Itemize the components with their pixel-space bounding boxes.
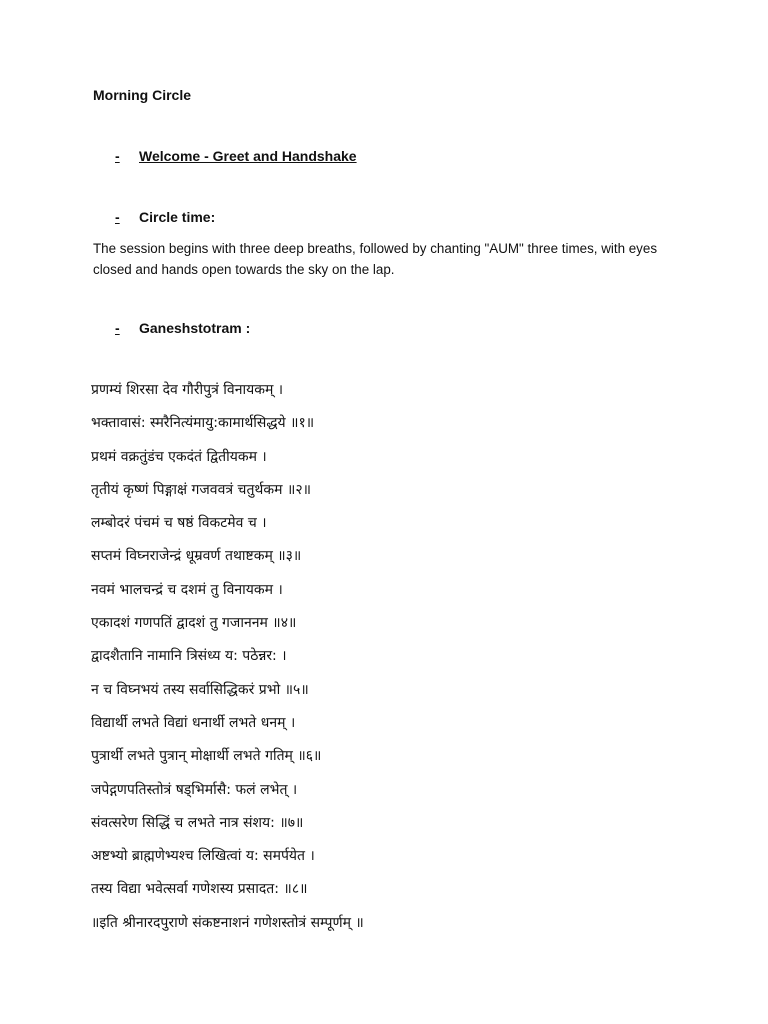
verse-line: न च विघ्नभयं तस्य सर्वासिद्धिकरं प्रभो ॥५॥ bbox=[91, 681, 309, 698]
section-circle-time bbox=[115, 209, 215, 225]
verse-line: प्रथमं वक्रतुंडंच एकदंतं द्वितीयकम । bbox=[91, 448, 267, 465]
section-welcome-label: Welcome - Greet and Handshake bbox=[139, 148, 357, 164]
circle-time-paragraph: The session begins with three deep breaths, followed by chanting "AUM" three times, with eyes closed and hands open towards the sky on the lap. bbox=[93, 241, 658, 277]
verse-line: अष्टभ्यो ब्राह्मणेभ्यश्च लिखित्वां य: समर्पयेत । bbox=[91, 848, 315, 865]
bullet-dash: - bbox=[115, 148, 120, 164]
verse-line: सप्तमं विघ्नराजेन्द्रं धूम्रवर्ण तथाष्टकम् ॥३॥ bbox=[91, 548, 302, 565]
section-ganeshstotram bbox=[115, 320, 250, 336]
stotram-verses bbox=[91, 380, 691, 946]
verse-line: ॥इति श्रीनारदपुराणे संकष्टनाशनं गणेशस्तोत्रं सम्पूर्णम् ॥ bbox=[91, 914, 364, 931]
verse-line: संवत्सरेण सिद्धिं च लभते नात्र संशय: ॥७॥ bbox=[91, 814, 304, 831]
verse-line: प्रणम्यं शिरसा देव गौरीपुत्रं विनायकम् । bbox=[91, 382, 284, 398]
bullet-dash: - bbox=[115, 209, 120, 225]
verse-line: एकादशं गणपतिं द्वादशं तु गजाननम ॥४॥ bbox=[91, 615, 297, 632]
document-title: Morning Circle bbox=[93, 87, 192, 103]
verse-line: तृतीयं कृष्णं पिङ्गाक्षं गजववत्रं चतुर्थकम ॥२॥ bbox=[91, 481, 312, 498]
verse-line: पुत्रार्थी लभते पुत्रान् मोक्षार्थी लभते गतिम् ॥६॥ bbox=[91, 748, 322, 765]
verse-line: विद्यार्थी लभते विद्यां धनार्थी लभते धनम् । bbox=[91, 714, 296, 731]
verse-line: तस्य विद्या भवेत्सर्वा गणेशस्य प्रसादत: ॥८॥ bbox=[91, 881, 308, 898]
section-ganeshstotram-label: Ganeshstotram : bbox=[139, 320, 251, 336]
verse-line: जपेद्गणपतिस्तोत्रं षड्भिर्मासै: फलं लभेत् । bbox=[91, 781, 298, 798]
verse-line: भक्तावासं: स्मरैनित्यंमायु:कामार्थसिद्धये ॥१॥ bbox=[91, 415, 315, 432]
section-welcome bbox=[115, 148, 357, 164]
verse-line: द्वादशैतानि नामानि त्रिसंध्य य: पठेन्नर: । bbox=[91, 648, 287, 665]
verse-line: लम्बोदरं पंचमं च षष्ठं विकटमेव च । bbox=[91, 515, 267, 532]
verse-line: नवमं भालचन्द्रं च दशमं तु विनायकम । bbox=[91, 581, 283, 598]
section-circle-time-label: Circle time: bbox=[139, 209, 216, 225]
bullet-dash: - bbox=[115, 320, 120, 336]
